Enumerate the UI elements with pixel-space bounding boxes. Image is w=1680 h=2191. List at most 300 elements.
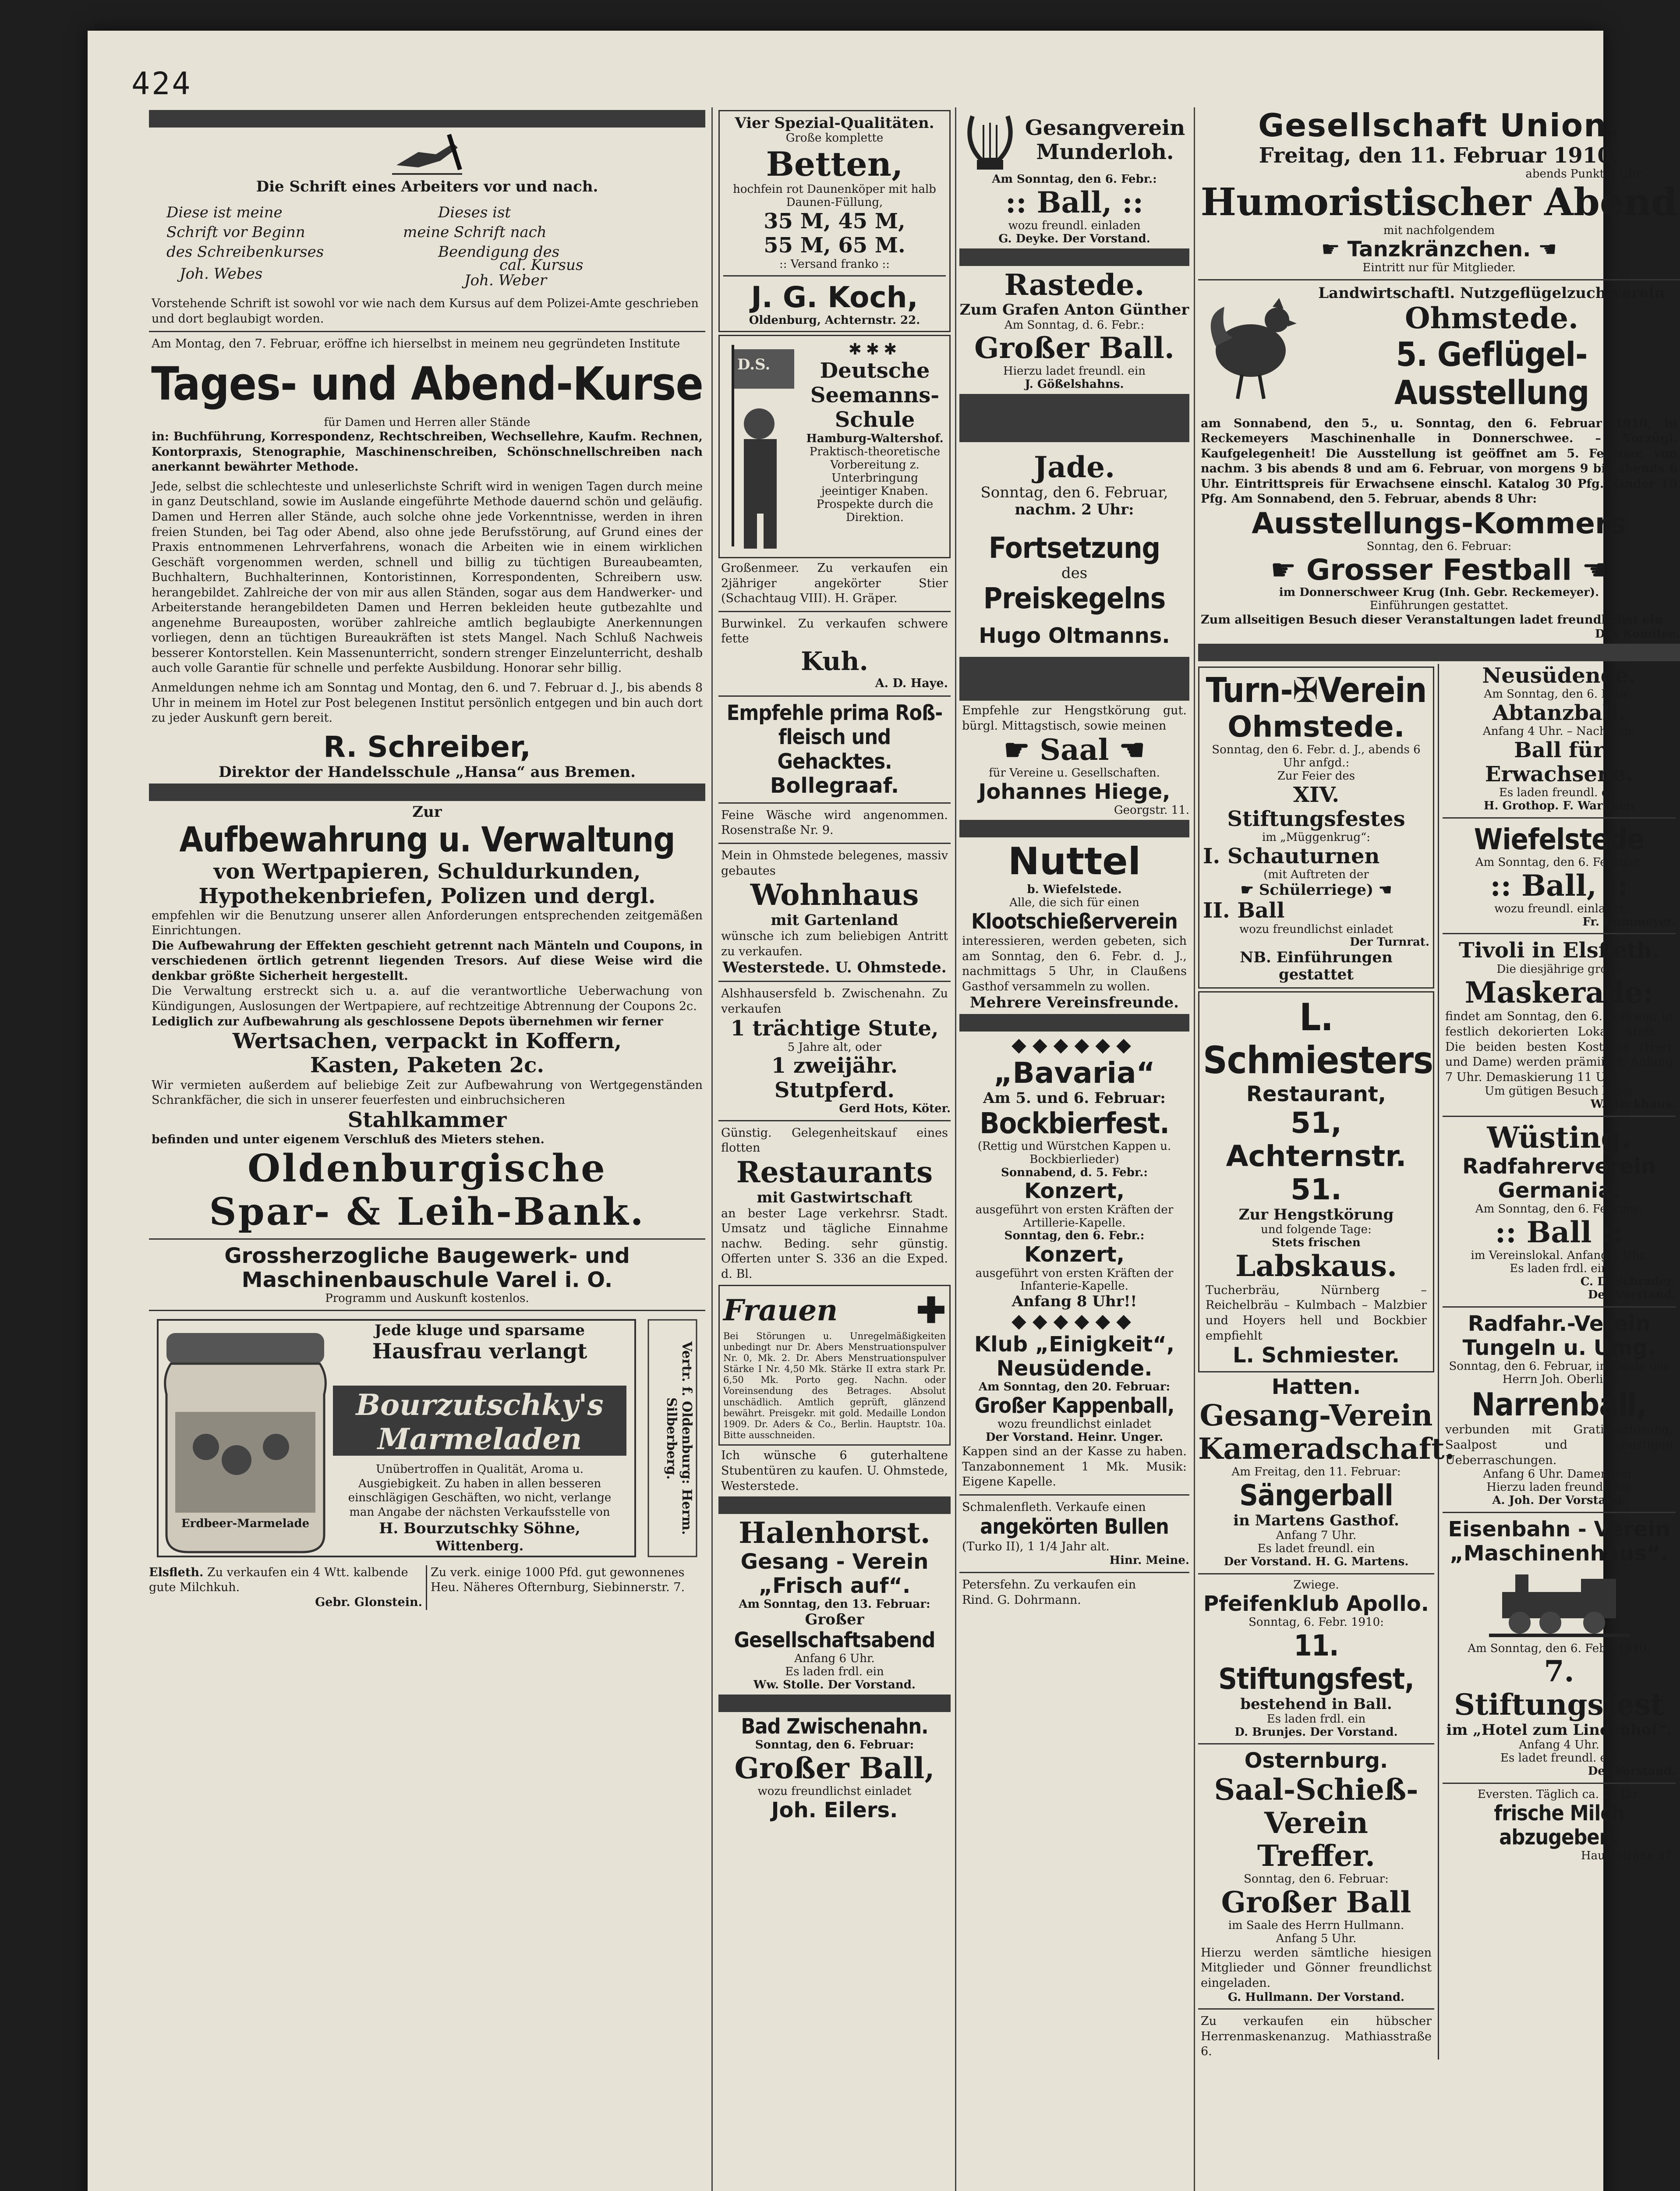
gef-note: Einführungen gestattet. (1369, 599, 1509, 613)
school-line-1: Grossherzogliche Baugewerk- und (224, 1244, 630, 1269)
jade-des: des (1061, 564, 1088, 582)
divider-bar (1198, 644, 1680, 661)
klub-event: Großer Kappenball, (974, 1393, 1174, 1418)
turn-ii: II. (1203, 898, 1230, 923)
burwinkel-ad: Burwinkel. Zu verkaufen schwere fette (721, 617, 948, 646)
jam-agent (651, 1324, 694, 1552)
oster-club-1: Saal-Schieß-Verein (1214, 1772, 1418, 1840)
divider-bar (959, 394, 1189, 442)
oster-time: Anfang 5 Uhr. (1276, 1932, 1357, 1945)
rast-date: Am Sonntag, d. 6. Febr.: (1004, 318, 1145, 332)
bed-addr: Oldenburg, Achternstr. 22. (749, 314, 920, 327)
rad-time: Anfang 6 Uhr. Damen frei. (1483, 1468, 1635, 1481)
stute-ad (718, 986, 951, 1115)
bullen-seller: Hinr. Meine. (1109, 1554, 1189, 1567)
schm-text: Tucherbräu, Nürnberg – Reichelbräu – Kulmbach – Malzbier und Hoyers hell und Bockbier empfiehlt (1206, 1283, 1427, 1343)
neu-sign: H. Grothop. F. Warnken (1483, 799, 1635, 813)
wust-date: Am Sonntag, den 6. Februar: (1475, 1202, 1643, 1216)
bollegraaf-ad (718, 701, 951, 798)
hiege-saal-text: Saal (1040, 733, 1109, 767)
union-note: Eintritt nur für Mitglieder. (1362, 261, 1516, 274)
bed-firm: J. G. Koch, (751, 280, 918, 315)
schm-zur: Zur Hengstkörung (1238, 1206, 1394, 1224)
hatt-title: Hatten. (1271, 1375, 1361, 1400)
frauen-title: Frauen (723, 1293, 838, 1327)
course-body: Jede, selbst die schlechteste und unleserlichste Schrift wird in wenigen Tagen durch meine in ganz Deutschland, sowie im Auslande eingeführte Methode dauernd schön und geläufig. Damen und Herren aller Stände, auch solche ohne jede Vorkenntnisse, werden in ihren freien Stunden, bei Tag oder Abend, also ohne jede Berufsstörung, auf Grund eines der Praxis entnommenen Lehrverfahrens, wonach die Arbeiten wie in einem wirklichen Geschäft vorgenommen werden, schnell und billig zu tüchtigen Bureaubeamten, Buchhaltern, Buchhalterinnen, Kontoristinnen, Korrespondenten, Schreibern usw. herangebildet. Zahlreiche der von mir aus allen Ständen, sogar aus dem Handwerker- und Arbeiterstande herangebildeten Damen und Herren bekleiden heute gutbezahlte und angenehme Bureauposten, worüber zahlreiche amtlich beglaubigte Anerkennungen vorliegen, denn an tüchtigen Bureaukräften ist stets Mangel. Nach Schluß Nachweis besserer Kontorstellen. Kein Massenunterricht, sondern strenger Einzelunterricht, deshalb auch volle Garantie für schnelle und perfekte Ausbildung. Honorar sehr billig. (152, 479, 703, 675)
nuttel-text: interessieren, werden gebeten, sich am Sonntag, den 6. Febr. d. J., nachmittags 5 Uhr, in Claußens Gasthof versammeln zu wollen. (962, 934, 1187, 993)
oster-event: Großer Ball (1221, 1885, 1411, 1920)
hatt-sign: Der Vorstand. H. G. Martens. (1224, 1555, 1409, 1568)
wust-sign-1: C. D. Schrader. (1580, 1275, 1676, 1288)
bed-head: Vier Spezial-Qualitäten. (735, 114, 934, 132)
course-title: Tages- und Abend-Kurse (151, 357, 703, 411)
halen-date: Am Sonntag, den 13. Februar: (739, 1598, 930, 1611)
bank-text-2: Die Aufbewahrung der Effekten geschieht getrennt nach Mänteln und Coupons, in verschiedenen örtlich getrennt liegenden Tresors. Auf diese Weise wird die denkbar größte Sicherheit hergestellt. (152, 939, 703, 983)
milch-ad (1443, 1788, 1676, 1863)
school-name-1: Deutsche (820, 358, 930, 383)
turn-zur: Zur Feier des (1277, 769, 1355, 783)
union-title: Gesellschaft Union. (1258, 107, 1620, 144)
turn-sign: Der Turnrat. (1350, 936, 1429, 949)
stute-2: 1 zweijähr. Stutpferd. (771, 1053, 898, 1103)
stute-pre: Alshhausersfeld b. Zwischenahn. Zu verkaufen (721, 987, 948, 1016)
ges-event-text: Ball, (1036, 185, 1112, 220)
school-line-2: Maschinenbauschule Varel i. O. (241, 1268, 613, 1293)
rad-text: verbunden mit Gratisverlosung, Saalpost und sonstigen Ueberraschungen. (1445, 1423, 1673, 1467)
gef-text: am Sonnabend, den 5., u. Sonntag, den 6. Februar 1910, in Reckemeyers Maschinenhalle in Donnerschwee. – Vorzügl. Kaufgelegenheit! Die Ausstellung ist geöffnet am 5. Februar, von nachm. 3 bis abends 8 und am 6. Februar, von morgens 9 bis abends 6 Uhr. Eintrittspreis für Erwachsene einschl. Katalog 30 Pfg. Kinder 10 Pfg. Am Sonnabend, den 5. Februar, abends 8 Uhr: (1201, 416, 1677, 506)
jade-event-1: Fortsetzung (988, 531, 1160, 565)
gef-ball-text: Grosser Festball (1306, 553, 1572, 587)
locomotive-icon (1485, 1566, 1634, 1640)
school-name-2: Seemanns- (810, 383, 940, 408)
pointing-hand-icon: ☛ (1321, 237, 1340, 262)
wohn-text: wünsche ich zum beliebigen Antritt zu verkaufen. (721, 929, 948, 958)
union-time: abends Punkt 9 Uhr: (1525, 167, 1645, 181)
klub-place: Neusüdende. (996, 1356, 1153, 1381)
rast-venue: Zum Grafen Anton Günther (959, 301, 1189, 319)
bed-ship: :: Versand franko :: (779, 257, 890, 271)
pfeif-pre: Zwiege. (1293, 1578, 1339, 1592)
bav-konzert-1-text: ausgeführt von ersten Kräften der Artillerie-Kapelle. (975, 1203, 1174, 1230)
jade-title: Jade. (1033, 450, 1115, 485)
wief-host: Fr. Dummeyer. (1582, 915, 1676, 929)
pointing-hand-icon: ☚ (1581, 553, 1608, 587)
nuttel-title: Nuttel (1008, 840, 1141, 884)
hatt-date: Am Freitag, den 11. Februar: (1231, 1465, 1401, 1479)
eisen-club-1: Eisenbahn - Verein (1448, 1517, 1670, 1542)
peter-line-1: Petersfehn. Zu verkaufen ein (962, 1578, 1136, 1592)
jam-jar-label: Erdbeer-Marmelade (181, 1517, 310, 1531)
course-opening: Am Montag, den 7. Februar, eröffne ich hierselbst in meinem neu gegründeten Institute (152, 337, 680, 351)
wiefelstede-ad (1443, 823, 1676, 929)
star-icons: ✱✱✱ (848, 340, 902, 359)
jam-desc: Unübertroffen in Qualität, Aroma u. Ausgiebigkeit. Zu haben in allen besseren einschlägigen Geschäften, wo nicht, verlange man Angabe der nächsten Verkaufsstelle von (348, 1463, 612, 1519)
bolle-line-1: Empfehle prima Roß- (726, 701, 943, 726)
hiege-for: für Vereine u. Gesellschaften. (989, 766, 1160, 780)
gef-ball (1198, 553, 1680, 587)
rastede-ad (959, 269, 1189, 392)
restaurant-ad (718, 1126, 951, 1282)
turn-mit: (mit Auftreten der (1263, 868, 1369, 882)
pfeif-date: Sonntag, 6. Febr. 1910: (1249, 1615, 1384, 1629)
divider-bar (149, 784, 705, 801)
tiv-pre: Die diesjährige große (1496, 962, 1622, 976)
turn-title-2: Verein (1318, 670, 1427, 710)
turn-title-1: Turn- (1206, 670, 1293, 710)
turn-i: I. (1203, 844, 1220, 869)
gef-club: Landwirtschaftl. Nutzgeflügelzuchtverein (1318, 284, 1665, 302)
divider-bar (959, 820, 1189, 837)
handwriting-ad (149, 130, 705, 781)
course-signature: R. Schreiber, (323, 730, 531, 764)
wief-date: Am Sonntag, den 6. Februar: (1475, 855, 1643, 869)
union-follow: mit nachfolgendem (1383, 223, 1495, 237)
union-dance (1198, 238, 1680, 262)
rast-event: Großer Ball. (974, 331, 1174, 365)
bank-text-4: Lediglich zur Aufbewahrung als geschlossene Depots übernehmen wir ferner (152, 1014, 663, 1028)
schm-title: L. Schmiesters (1203, 995, 1433, 1083)
course-subjects: in: Buchführung, Korrespondenz, Rechtschreiben, Wechsellehre, Kaufm. Rechnen, Kontorpraxis, Stenographie, Maschinenschreiben, Schönschnellschreiben nach anerkannt bewährter Methode. (152, 430, 703, 474)
bav-time: Anfang 8 Uhr!! (1012, 1293, 1137, 1311)
milch-addr: Hauptstraße 37. (1581, 1849, 1676, 1863)
milchkuh-text: Zu verkaufen ein 4 Wtt. kalbende gute Milchkuh. (149, 1566, 408, 1595)
oster-venue: im Saale des Herrn Hullmann. (1228, 1919, 1404, 1932)
neu-title: Neusüdende. (1482, 663, 1636, 688)
jam-head (333, 1322, 626, 1364)
turn-ball: Ball (1237, 898, 1285, 923)
gefluegel-ad (1198, 285, 1680, 641)
wust-title: Wüsting. (1487, 1120, 1631, 1155)
schm-sign: L. Schmiester. (1233, 1343, 1400, 1368)
cross-icon: ✠ (1292, 670, 1318, 710)
bullen-pre: Schmalenfleth. Verkaufe einen (962, 1500, 1146, 1514)
bav-sat: Sonnabend, d. 5. Febr.: (1001, 1166, 1148, 1179)
wief-event-text: Ball, (1521, 868, 1597, 903)
gef-kommers: Ausstellungs-Kommers (1252, 506, 1627, 540)
union-event: Humoristischer Abend (1200, 180, 1678, 224)
ges-name-1: Gesangverein (1025, 115, 1185, 140)
osternburg-ad (1198, 1749, 1434, 2004)
nuttel-sub: b. Wiefelstede. (1027, 883, 1122, 897)
hatt-club-2: Kameradschaft. (1198, 1432, 1455, 1466)
stute-seller: Gerd Hots, Köter. (839, 1102, 951, 1115)
handwriting-before-3: des Schreibenkurses (166, 243, 324, 261)
pfeif-sub: bestehend in Ball. (1240, 1695, 1392, 1713)
jam-maker: H. Bourzutschky Söhne, (379, 1520, 580, 1538)
schm-addr: 51, Achternstr. 51. (1226, 1106, 1407, 1207)
pfeif-club: Pfeifenklub Apollo. (1203, 1591, 1429, 1616)
column-rule (1194, 107, 1195, 2191)
bank-ad (149, 804, 705, 1234)
bav-konzert-2: Konzert, (1024, 1242, 1125, 1267)
wohn-sub: mit Gartenland (771, 911, 898, 929)
hiege-addr: Georgstr. 11. (1114, 804, 1189, 817)
klub-ad (959, 1333, 1189, 1490)
gef-sign: Das Komitee. (1595, 627, 1680, 641)
wust-venue: im Vereinslokal. Anfang 6 Uhr. (1471, 1248, 1648, 1262)
cross-icon: ✚ (916, 1289, 946, 1331)
jade-ad (959, 451, 1189, 648)
oster-club-2: Treffer. (1257, 1839, 1375, 1873)
milch-title: frische Milch abzugeben. (1494, 1801, 1624, 1850)
handwriting-samples (158, 200, 697, 292)
bed-prices-1: 35 M, 45 M, (764, 209, 905, 234)
klub-text: Kappen sind an der Kasse zu haben. Tanzabonnement 1 Mk. Musik: Eigene Kapelle. (962, 1445, 1187, 1489)
bullen-ad (959, 1500, 1189, 1567)
rest-sub: mit Gastwirtschaft (757, 1188, 913, 1206)
tiv-text: findet am Sonntag, den 6. Februar, in festlich dekorierten Lokale statt. – Die beiden besten Kostüme (Herr und Dame) werden prämiiert. Anfang 7 Uhr. Demaskierung 11 Uhr. (1445, 1010, 1673, 1084)
kuh-seller: A. D. Haye. (875, 676, 948, 690)
frauen-ad (718, 1285, 951, 1446)
school-line-3: Programm und Auskunft kostenlos. (325, 1292, 529, 1305)
wust-club-1: Radfahrerverein (1462, 1154, 1656, 1179)
turn-riege-line (1203, 882, 1429, 899)
rad-club-2: Tungeln u. Umg. (1462, 1335, 1656, 1360)
pointing-hand-icon: ☛ (1240, 881, 1254, 899)
rad-invite: Hierzu laden freundl. ein (1486, 1481, 1632, 1494)
halen-club-2: „Frisch auf“. (758, 1574, 911, 1599)
diamond-border-icon: ◆◆◆◆◆◆ (1011, 1034, 1138, 1057)
oster-sign: G. Hullmann. Der Vorstand. (1227, 1990, 1405, 2004)
bed-desc: hochfein rot Daunenköper mit halb Daunen-Füllung, (733, 183, 936, 209)
bed-prices-2: 55 M, 65 M. (764, 233, 905, 258)
turn-title (1203, 671, 1429, 711)
jam-side-1: Vertr. f. Oldenburg: (679, 1341, 694, 1485)
radfahrverein-ad (1443, 1312, 1676, 1507)
handwriting-before-1: Diese ist meine (166, 204, 283, 222)
divider-bar (149, 110, 705, 128)
neu-event: Abtanzball. (1492, 700, 1626, 725)
column-4-split-top (1198, 664, 1680, 2060)
pointing-hand-icon: ☛ (1270, 553, 1297, 587)
turn-place: Ohmstede. (1227, 710, 1405, 744)
gesangverein-ad (959, 107, 1189, 246)
schm-sub: Restaurant, (1246, 1082, 1386, 1107)
ges-event: :: Ball, :: (1005, 185, 1144, 220)
school-name-3: Schule (835, 408, 915, 433)
schmiesters-ad (1198, 991, 1434, 1373)
jam-text (337, 1462, 622, 1554)
bav-food: (Rettig und Würstchen Kappen u. Bockbierlieder) (977, 1139, 1171, 1166)
klub-sign: Der Vorstand. Heinr. Unger. (985, 1431, 1164, 1444)
handwriting-after-5: Joh. Weber (464, 272, 547, 290)
classified-row (149, 1565, 705, 1610)
milchkuh-ad (149, 1565, 427, 1610)
gef-invite: Zum allseitigen Besuch dieser Veranstaltungen ladet freundlichst ein (1201, 613, 1663, 627)
wust-invite: Es laden frdl. ein (1510, 1262, 1609, 1275)
hiege-name: Johannes Hiege, (978, 780, 1171, 805)
school-loc: Hamburg-Waltershof. (806, 432, 944, 446)
ges-sign: G. Deyke. Der Vorstand. (998, 232, 1150, 245)
jade-time: nachm. 2 Uhr: (1015, 501, 1134, 519)
intro-caption: Die Schrift eines Arbeiters vor und nach. (256, 178, 598, 195)
halen-club-1: Gesang - Verein (740, 1549, 929, 1574)
bavaria-ad (959, 1034, 1189, 1333)
diamond-border-icon: ◆◆◆◆◆◆ (1011, 1310, 1138, 1333)
neu-ball: Ball für Erwachsene. (1485, 737, 1634, 787)
turn-nb: NB. Einführungen gestattet (1240, 949, 1393, 984)
column-4b (1439, 664, 1676, 2060)
bullen-text: (Turko II), 1 1/4 Jahr alt. (962, 1539, 1110, 1553)
handwriting-after-2: meine Schrift nach (403, 223, 547, 241)
hatt-club-1: Gesang-Verein (1199, 1398, 1433, 1433)
newspaper-page (88, 31, 1680, 2191)
bav-konzert-1: Konzert, (1024, 1179, 1125, 1204)
rast-host: J. Gößelshahns. (1025, 378, 1124, 391)
bank-vault: Stahlkammer (347, 1107, 507, 1132)
wief-event: :: Ball, :: (1490, 868, 1628, 903)
stute-age: 5 Jahre alt, oder (787, 1040, 882, 1054)
bed-sub: Große komplette (785, 131, 884, 145)
stuben-ad: Ich wünsche 6 guterhaltene Stubentüren zu kaufen. U. Ohmstede, Westerstede. (721, 1449, 948, 1493)
school-flag: D.S. (737, 356, 771, 374)
divider-bar (959, 1014, 1189, 1032)
wohn-title: Wohnhaus (750, 878, 919, 912)
divider-bar (718, 1695, 951, 1712)
jam-side-2: Herm. Silberberg. (664, 1397, 694, 1535)
hatt-invite: Es ladet freundl. ein (1257, 1542, 1375, 1556)
peter-line-2: Rind. G. Dohrmann. (962, 1593, 1081, 1607)
jam-head-1: Jede kluge und sparsame (374, 1322, 585, 1340)
gef-title: 5. Geflügel-Ausstellung (1394, 334, 1589, 412)
eisen-date: Am Sonntag, den 6. Febr. 1910: (1468, 1641, 1651, 1655)
bank-sub-2: Hypothekenbriefen, Polizen und dergl. (198, 883, 656, 908)
jam-city: Wittenberg. (435, 1538, 524, 1554)
tivoli-ad (1443, 939, 1676, 1111)
wohn-loc: Westerstede. U. Ohmstede. (722, 959, 947, 977)
bav-title: „Bavaria“ (994, 1056, 1155, 1090)
bank-name-2: Spar- & Leih-Bank. (209, 1190, 645, 1234)
hatten-ad (1198, 1375, 1455, 1569)
divider-bar (959, 657, 1189, 701)
hatt-time: Anfang 7 Uhr. (1276, 1529, 1357, 1542)
jam-brand-2: Marmeladen (377, 1422, 582, 1457)
writing-hand-icon (388, 130, 467, 178)
wust-sign-2: Der Vorstand. (1588, 1288, 1676, 1301)
bank-text-3: Die Verwaltung erstreckt sich u. a. auf die verantwortliche Ueberwachung von Kündigungen, Auslosungen der Wertpapiere, auf rechtzeitige Abtrennung der Coupons 2c. (152, 984, 703, 1014)
rest-title: Restaurants (736, 1155, 933, 1189)
frauen-head (723, 1290, 946, 1331)
bank-name-1: Oldenburgische (248, 1146, 607, 1191)
jam-ad (149, 1315, 705, 1561)
wasche-ad: Feine Wäsche wird angenommen. Rosenstraße Nr. 9. (721, 808, 948, 837)
handwriting-after-3: Beendigung des (438, 243, 560, 261)
hiege-saal (959, 734, 1189, 767)
turn-part-1 (1203, 844, 1429, 869)
eisen-invite: Es ladet freundl. ein (1500, 1751, 1618, 1765)
eisen-venue: im „Hotel zum Lindenhof“. (1446, 1721, 1672, 1739)
halen-title: Halenhorst. (739, 1516, 930, 1550)
rest-text: an bester Lage verkehrsr. Stadt. Umsatz und tägliche Einnahme nachw. Beding. sehr günstig. Offerten unter S. 336 an die Exped. d. Bl. (721, 1206, 948, 1281)
pfeif-event: 11. Stiftungsfest, (1218, 1628, 1414, 1696)
nuttel-club: Klootschießerverein (971, 909, 1178, 934)
wohnhaus-ad (718, 848, 951, 976)
bad-event: Großer Ball, (734, 1751, 935, 1786)
gefluegel-head (1303, 285, 1680, 412)
milch-pre: Eversten. Täglich ca. 20 Ltr. (1477, 1788, 1641, 1801)
column-4 (1198, 107, 1680, 2060)
bank-items-2: Kasten, Paketen 2c. (310, 1053, 545, 1078)
wust-club-2: Germania. (1498, 1178, 1620, 1203)
handwriting-before-2: Schrift vor Beginn (166, 223, 305, 241)
oster-text: Hierzu werden sämtliche hiesigen Mitglieder und Gönner freundlichst eingeladen. (1201, 1946, 1432, 1990)
bad-title: Bad Zwischenahn. (741, 1714, 928, 1739)
school-text: Praktisch-theoretische Vorbereitung z. Unterbringung jeeintiger Knaben. (809, 445, 941, 498)
herrenmasken-ad: Zu verkaufen ein hübscher Herrenmaskenanzug. Mathiasstraße 6. (1201, 2014, 1432, 2059)
handwriting-after-1: Dieses ist (438, 204, 511, 222)
ges-date: Am Sonntag, den 6. Febr.: (992, 173, 1157, 186)
building-school-ad (149, 1244, 705, 1305)
hatt-venue: in Martens Gasthof. (1233, 1512, 1399, 1530)
union-ad (1198, 107, 1680, 275)
bank-sub-1: von Wertpapieren, Schuldurkunden, (213, 859, 641, 884)
jade-host: Hugo Oltmanns. (979, 624, 1170, 649)
halen-event: Gesellschaftsabend (734, 1628, 935, 1653)
nuttel-pre: Alle, die sich für einen (1009, 896, 1139, 909)
neu-time: Anfang 4 Uhr. – Nachdem: (1482, 724, 1636, 738)
schm-dish: Labskaus. (1235, 1249, 1397, 1283)
oster-title: Osternburg. (1244, 1748, 1388, 1773)
course-signature-title: Direktor der Handelsschule „Hansa“ aus Bremen. (219, 763, 636, 781)
wief-invite: wozu freundl. einladet (1494, 902, 1624, 915)
wohn-pre: Mein in Ohmstede belegenes, massiv gebautes (721, 849, 948, 878)
bed-title: Betten, (766, 144, 903, 184)
eisen-sign: Der Vorstand. (1588, 1765, 1676, 1778)
bank-text-6: befinden und unter eigenem Verschluß des Mieters stehen. (152, 1132, 545, 1146)
wusting-ad (1443, 1121, 1676, 1302)
bad-date: Sonntag, den 6. Februar: (755, 1738, 914, 1752)
turnverein-ad (1198, 667, 1434, 989)
stute-1: 1 trächtige Stute, (730, 1016, 939, 1041)
divider-bar (718, 1496, 951, 1514)
grossenmeer-ad: Großenmeer. Zu verkaufen ein 2jähriger angekörter Stier (Schachtaug VIII). H. Gräper. (721, 561, 948, 606)
ges-invite: wozu freundl. einladen (1008, 219, 1141, 232)
bed-ad (718, 110, 951, 332)
seaman-school-text (803, 340, 947, 524)
gef-sun: Sonntag, den 6. Februar: (1366, 539, 1512, 553)
halen-grosser: Großer (805, 1611, 864, 1629)
rest-pre: Günstig. Gelegenheitskauf eines flotten (721, 1126, 948, 1155)
bank-text-1: empfehlen wir die Benutzung unserer allen Anforderungen entsprechenden zeitgemäßen Einrichtungen. (152, 908, 703, 938)
handwriting-after-4: cal. Kursus (499, 256, 584, 274)
rast-title: Rastede. (1004, 267, 1145, 302)
nuttel-ad (959, 840, 1189, 1011)
rad-sign: A. Joh. Der Vorstand. (1492, 1493, 1626, 1507)
neusudende-ad (1443, 664, 1676, 813)
kuh-title: Kuh. (801, 646, 868, 676)
eisen-event: 7. Stiftungsfest (1454, 1654, 1664, 1722)
jade-date: Sonntag, den 6. Februar, (980, 484, 1168, 501)
course-register: Anmeldungen nehme ich am Sonntag und Montag, den 6. und 7. Februar d. J., bis abends 8 Uhr in meinem im Hotel zur Post belegenen Institut persönlich entgegen und bin auch dort zu jeder Auskunft gern bereit. (152, 681, 703, 725)
ges-name-2: Munderloh. (1036, 140, 1174, 164)
union-dance-text: Tanzkränzchen. (1347, 237, 1531, 262)
nuttel-sign: Mehrere Vereinsfreunde. (970, 994, 1179, 1012)
seaman-school-ad (718, 335, 951, 558)
hatt-event: Sängerball (1239, 1478, 1393, 1513)
column-3 (959, 107, 1189, 1608)
bad-host: Joh. Eilers. (771, 1798, 898, 1823)
column-4a (1198, 664, 1455, 2060)
bank-items-1: Wertsachen, verpackt in Koffern, (232, 1029, 622, 1054)
bad-zwischenahn-ad (718, 1715, 951, 1822)
jade-event-2: Preiskegelns (983, 581, 1166, 616)
frauen-text: Bei Störungen u. Unregelmäßigkeiten unbedingt nur Dr. Abers Menstruationspulver Nr. 0, Mk. 2. Dr. Abers Menstruationspulver Stärke I Nr. 4,50 Mk. Stärke II extra stark Pr. 6,50 Mk. Porto geg. Nachn. oder Voreinsendung des Betrages. Absolut unschädlich. Amtlich geprüft, glänzend bewährt. Preisgekr. mit gold. Medaille London 1909. Dr. Aders & Co., Berlin. Hauptstr. 10a. Bitte ausschneiden. (723, 1330, 946, 1441)
bank-title: Aufbewahrung u. Verwaltung (179, 820, 675, 860)
pfeif-invite: Es laden frdl. ein (1266, 1712, 1366, 1726)
turn-date: Sonntag, den 6. Febr. d. J., abends 6 Uhr anfgd.: (1212, 743, 1421, 770)
neu-invite: Es laden freundl. ein (1499, 786, 1620, 800)
gef-place: Ohmstede. (1404, 301, 1579, 335)
